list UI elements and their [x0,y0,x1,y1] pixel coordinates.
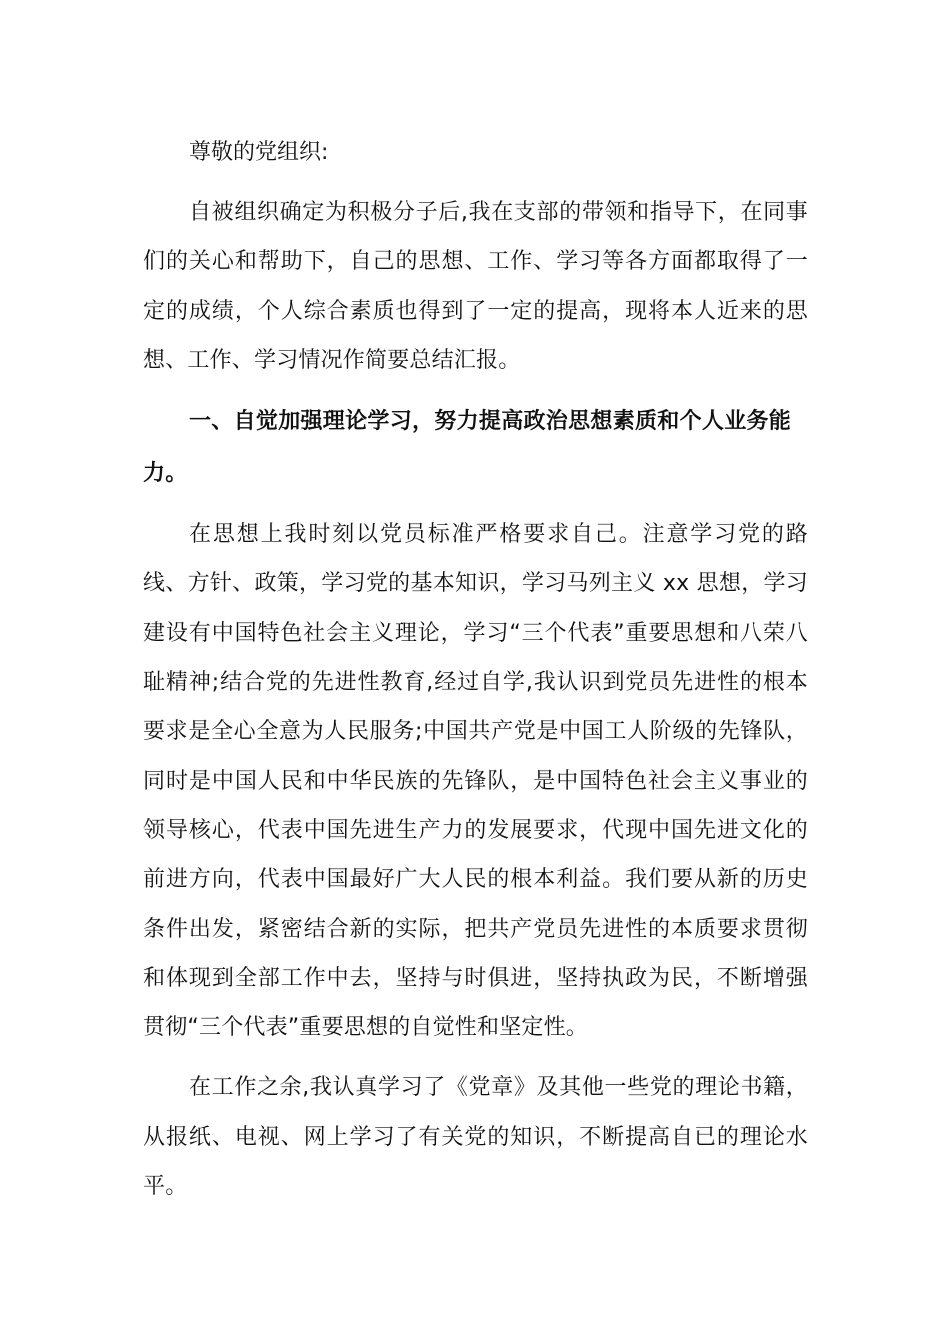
document-body [143,128,808,1211]
section-heading-1: 一、自觉加强理论学习，努力提高政治思想素质和个人业务能力。 [143,409,792,487]
paragraph-study: 在工作之余,我认真学习了《党章》及其他一些党的理论书籍，从报纸、电视、网上学习了有关党的知识，不断提高自已的理论水平。 [143,1075,808,1200]
paragraph-intro: 自被组织确定为积极分子后,我在支部的带领和指导下，在同事们的关心和帮助下，自己的思想、工作、学习等各方面都取得了一定的成绩，个人综合素质也得到了一定的提高，现将本人近来的思想、工作、学习情况作简要总结汇报。 [143,200,808,373]
paragraph-thought: 在思想上我时刻以党员标准严格要求自己。注意学习党的路线、方针、政策，学习党的基本知识，学习马列主义 xx 思想，学习建设有中国特色社会主义理论，学习“三个代表”重要思想和八荣八耻精神;结合党的先进性教育,经过自学,我认识到党员先进性的根本要求是全心全意为人民服务;中国共产党是中国工人阶级的先锋队，同时是中国人民和中华民族的先锋队，是中国特色社会主义事业的领导核心，代表中国先进生产力的发展要求，代现中国先进文化的前进方向，代表中国最好广大人民的根本利益。我们要从新的历史条件出发，紧密结合新的实际，把共产党员先进性的本质要求贯彻和体现到全部工作中去，坚持与时俱进，坚持执政为民，不断增强贯彻“三个代表”重要思想的自觉性和坚定性。 [143,522,808,1041]
salutation: 尊敬的党组织: [189,140,329,165]
